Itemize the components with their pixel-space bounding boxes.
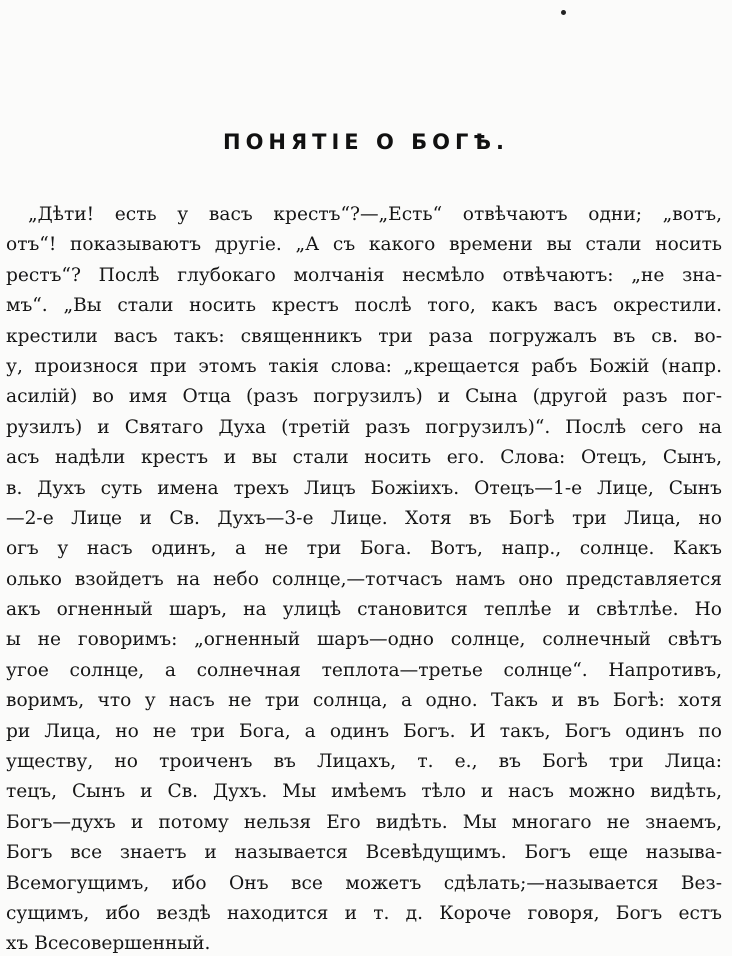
- text-line: огъ у насъ одинъ, а не три Бога. Вотъ, напр., солнце. Какъ: [6, 538, 722, 560]
- text-line: асилій) во имя Отца (разъ погрузилъ) и Сына (другой разъ пог-: [6, 386, 722, 408]
- text-line: „Дѣти! есть у васъ крестъ“?—„Есть“ отвѣчаютъ одни; „вотъ,: [28, 204, 722, 225]
- text-line: олько взойдетъ на небо солнце,—тотчасъ намъ оно представляется: [6, 568, 722, 590]
- text-line: ри Лица, но не три Бога, а одинъ Богъ. И такъ, Богъ одинъ по: [6, 720, 722, 742]
- text-line: рузилъ) и Святаго Духа (третій разъ погрузилъ)“. Послѣ сего на: [6, 416, 722, 438]
- text-line: —2-е Лице и Св. Духъ—3-е Лице. Хотя въ Богѣ три Лица, но: [6, 507, 722, 529]
- text-line: Всемогущимъ, ибо Онъ все можетъ сдѣлать;—называется Вез-: [6, 872, 722, 894]
- text-line: воримъ, что у насъ не три солнца, а одно. Такъ и въ Богѣ: хотя: [6, 690, 722, 712]
- text-line: в. Духъ суть имена трехъ Лицъ Божіихъ. Отецъ—1-е Лице, Сынъ: [6, 477, 722, 499]
- text-line: у, произнося при этомъ такія слова: „крещается рабъ Божій (напр.: [6, 355, 722, 377]
- text-line: отъ“! показываютъ другіе. „А съ какого времени вы стали носить: [6, 234, 722, 256]
- text-line: акъ огненный шаръ, на улицѣ становится теплѣе и свѣтлѣе. Но: [6, 599, 722, 621]
- text-line: уществу, но троиченъ въ Лицахъ, т. е., въ Богѣ три Лица:: [6, 751, 722, 773]
- text-line: хъ Всесовершенный.: [6, 933, 211, 955]
- text-line: крестили васъ такъ: священникъ три раза погружалъ въ св. во-: [6, 325, 722, 347]
- text-line: сущимъ, ибо вездѣ находится и т. д. Короче говоря, Богъ естъ: [6, 902, 722, 924]
- ink-speck: [561, 10, 566, 15]
- text-line: ы не говоримъ: „огненный шаръ—одно солнце, солнечный свѣтъ: [6, 629, 722, 651]
- text-line: мъ“. „Вы стали носить крестъ послѣ того, какъ васъ окрестили.: [6, 295, 722, 317]
- text-line: Богъ—духъ и потому нельзя Его видѣть. Мы многаго не знаемъ,: [6, 811, 722, 833]
- text-line: рестъ“? Послѣ глубокаго молчанія несмѣло отвѣчаютъ: „не зна-: [6, 264, 722, 286]
- text-line: тецъ, Сынъ и Св. Духъ. Мы имѣемъ тѣло и насъ можно видѣть,: [6, 781, 722, 803]
- text-line: Богъ все знаетъ и называется Всевѣдущимъ. Богъ еще называ-: [6, 842, 722, 864]
- body-paragraph: [6, 200, 722, 956]
- text-line: угое солнце, а солнечная теплота—третье солнце“. Напротивъ,: [6, 659, 722, 681]
- text-line: асъ надѣли крестъ и вы стали носить его. Слова: Отецъ, Сынъ,: [6, 447, 722, 469]
- page-title: ПОНЯТІЕ О БОГѢ.: [223, 130, 509, 154]
